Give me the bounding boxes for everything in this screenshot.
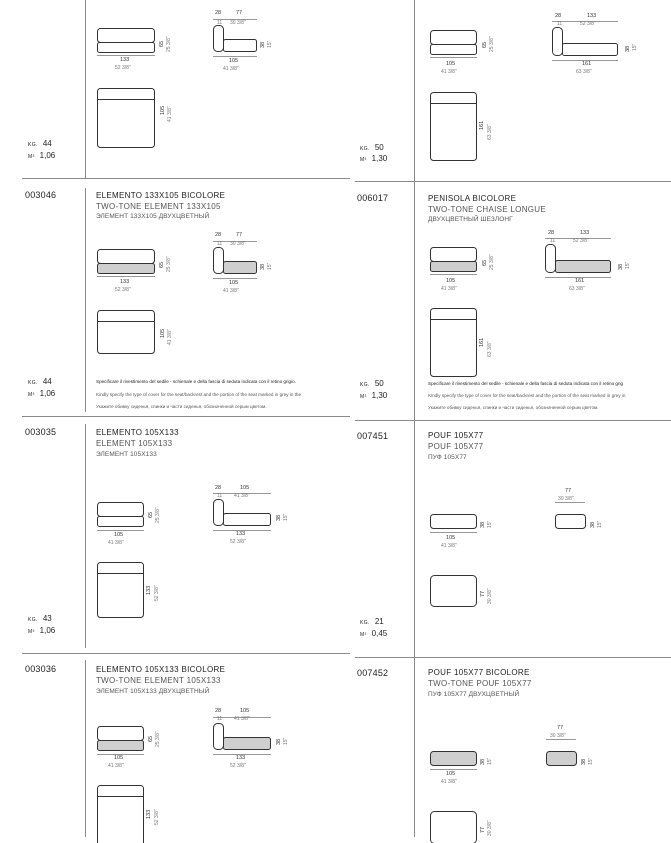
front-view-drawing [97,28,157,58]
dim-width-in: 52 3/8" [115,287,131,293]
dim-width-in: 41 3/8" [108,540,124,546]
product-name-it: POUF 105X77 [428,431,483,440]
row-divider [355,657,671,658]
volume: M³ 0,45 [360,629,387,638]
dim-width: 105 [114,532,123,538]
weight: KG. 50 [360,143,384,152]
plan-view-drawing [97,310,157,372]
product-name-ru: ДВУХЦВЕТНЫЙ ШЕЗЛОНГ [428,216,513,223]
column-divider-left [85,0,86,178]
dim-plan-depth: 133 [146,586,152,595]
product-name-ru: ЭЛЕМЕНТ 133Х105 ДВУХЦВЕТНЫЙ [96,213,209,220]
dim-plan-depth-in: 52 3/8" [154,809,160,825]
dim-height-in: 25 3/8" [155,731,161,747]
dim-plan-depth-in: 52 3/8" [154,585,160,601]
dim-height-in: 15" [487,758,493,765]
dim-height: 38 [480,522,486,528]
dim-total-depth-in: 41 3/8" [223,288,239,294]
dim-height: 65 [159,41,165,47]
product-name-en: TWO-TONE ELEMENT 133X105 [96,202,221,211]
plan-view-drawing [430,575,478,609]
plan-view-drawing [430,308,478,380]
dim-width: 105 [446,771,455,777]
column-divider-left [85,660,86,837]
dim-height: 65 [482,260,488,266]
dim-plan-depth-in: 41 3/8" [167,106,173,122]
dim-height: 65 [482,42,488,48]
cover-note-it: Specificare il rivestimento del sedile - schienale e della fascia di seduta indicata con il retino grig [428,381,623,386]
dim-back-depth-in: 11 [557,21,562,27]
dim-plan-depth: 161 [479,338,485,347]
front-view-drawing [430,247,480,279]
product-name-it: ELEMENTO 133X105 BICOLORE [96,191,225,200]
dim-pouf-depth-in: 30 3/8" [558,496,574,502]
weight: KG. 44 [28,377,52,386]
dim-back-depth-in: 11 [217,493,222,499]
dim-width: 105 [446,61,455,67]
dim-width-in: 41 3/8" [441,69,457,75]
product-name-ru: ЭЛЕМЕНТ 105Х133 ДВУХЦВЕТНЫЙ [96,688,209,695]
product-name-it: ELEMENTO 105X133 BICOLORE [96,665,225,674]
product-name-ru: ЭЛЕМЕНТ 105Х133 [96,451,157,458]
front-view-drawing [97,502,147,534]
dim-seat-height-in: 15" [283,514,289,521]
dim-height-in: 15" [487,521,493,528]
dim-total-depth-in: 52 3/8" [230,763,246,769]
volume: M³ 1,06 [28,389,55,398]
side-view-drawing [546,737,580,771]
product-name-en: TWO-TONE CHAISE LONGUE [428,205,546,214]
plan-view-drawing [97,562,145,620]
dim-back-depth: 28 [215,708,221,714]
product-name-it: PENISOLA BICOLORE [428,194,516,203]
dim-height: 65 [148,512,154,518]
dim-plan-depth-in: 30 3/8" [487,820,493,836]
plan-view-drawing [97,88,157,150]
front-view-drawing [430,30,480,62]
dim-seat-height-in: 15" [588,758,594,765]
dim-back-depth-in: 11 [550,238,555,244]
product-name-en: POUF 105X77 [428,442,483,451]
product-name-it: ELEMENTO 105X133 [96,428,179,437]
dim-total-depth: 133 [236,531,245,537]
column-divider-left [85,424,86,648]
dim-width: 133 [120,57,129,63]
dim-back-depth: 28 [555,13,561,19]
dim-plan-depth: 77 [480,591,486,597]
row-divider [22,653,350,654]
weight: KG. 44 [28,139,52,148]
product-code: 007451 [357,431,388,441]
dim-plan-depth-in: 41 3/8" [167,329,173,345]
product-name-en: ELEMENT 105X133 [96,439,172,448]
column-divider-center [414,0,415,837]
dim-seat-depth: 133 [587,13,596,19]
dim-total-depth-in: 63 3/8" [576,69,592,75]
side-view-drawing [555,500,589,534]
row-divider [355,420,671,421]
cover-note-en: Kindly specify the type of cover for the seat/backrest and the portion of the seat marked in grey in [428,393,625,398]
plan-view-drawing [97,785,145,843]
dim-pouf-depth: 77 [557,725,563,731]
dim-width-in: 41 3/8" [441,286,457,292]
dim-seat-height: 38 [276,515,282,521]
dim-seat-height-in: 15" [632,44,638,51]
dim-plan-depth-in: 63 3/8" [487,124,493,140]
dim-seat-depth: 105 [240,485,249,491]
dim-total-depth: 133 [236,755,245,761]
dim-back-depth-in: 11 [217,716,222,722]
dim-width: 105 [446,278,455,284]
dim-total-depth: 105 [229,58,238,64]
dim-seat-depth: 77 [236,232,242,238]
dim-back-depth-in: 11 [217,20,222,26]
dim-total-depth-in: 41 3/8" [223,66,239,72]
dim-seat-height: 38 [625,46,631,52]
dim-seat-height-in: 15" [267,263,273,270]
dim-width: 105 [446,535,455,541]
dim-seat-height: 38 [581,759,587,765]
dim-plan-depth: 105 [160,106,166,115]
dim-seat-depth-in: 30 3/8" [230,241,246,247]
volume: M³ 1,30 [360,391,387,400]
column-divider-left [85,188,86,412]
dim-seat-height-in: 15" [283,738,289,745]
dim-seat-depth: 133 [580,230,589,236]
product-name-en: TWO-TONE POUF 105X77 [428,679,532,688]
dim-height-in: 25 3/8" [166,36,172,52]
dim-total-depth: 161 [575,278,584,284]
cover-note-it: Specificare il rivestimento del sedile - schienale e della fascia di seduta indicata con il retino grigio. [96,379,296,384]
dim-total-depth: 105 [229,280,238,286]
product-code: 003035 [25,427,56,437]
dim-width: 105 [114,755,123,761]
dim-seat-height-in: 15" [625,262,631,269]
dim-pouf-depth: 77 [565,488,571,494]
dim-seat-depth-in: 41 3/8" [234,493,250,499]
dim-seat-height-in: 15" [267,41,273,48]
front-view-drawing [430,751,480,773]
cover-note-ru: Укажите обивку сиденья, спинки и части сиденья, обозначенной серым цветом. [96,404,266,409]
dim-seat-height-in: 15" [597,521,603,528]
product-code: 007452 [357,668,388,678]
product-name-it: POUF 105X77 BICOLORE [428,668,530,677]
plan-view-drawing [430,92,478,164]
dim-seat-depth-in: 30 3/8" [230,20,246,26]
dim-plan-depth-in: 30 3/8" [487,588,493,604]
dim-back-depth-in: 11 [217,241,222,247]
dim-seat-height: 38 [260,264,266,270]
cover-note-en: Kindly specify the type of cover for the seat/backrest and the portion of the seat marked in grey in the [96,392,301,397]
dim-seat-depth: 77 [236,10,242,16]
dim-height: 65 [148,736,154,742]
weight: KG. 50 [360,379,384,388]
dim-height-in: 25 3/8" [155,507,161,523]
product-name-ru: ПУФ 105Х77 ДВУХЦВЕТНЫЙ [428,691,519,698]
dim-width: 133 [120,279,129,285]
dim-seat-height: 38 [590,522,596,528]
dim-back-depth: 28 [215,485,221,491]
dim-total-depth-in: 52 3/8" [230,539,246,545]
product-name-en: TWO-TONE ELEMENT 105X133 [96,676,221,685]
dim-seat-height: 38 [618,264,624,270]
volume: M³ 1,06 [28,151,55,160]
dim-width-in: 52 3/8" [115,65,131,71]
dim-height-in: 25 3/8" [489,254,495,270]
dim-total-depth-in: 63 3/8" [569,286,585,292]
product-code: 003036 [25,664,56,674]
dim-back-depth: 28 [548,230,554,236]
product-code: 003046 [25,190,56,200]
dim-seat-depth: 105 [240,708,249,714]
dim-height-in: 25 3/8" [166,256,172,272]
row-divider [355,181,671,182]
dim-back-depth: 28 [215,10,221,16]
cover-note-ru: Укажите обивку сиденья, спинки и части сиденья, обозначенной серым цветом. [428,405,598,410]
dim-pouf-depth-in: 30 3/8" [550,733,566,739]
dim-seat-height: 38 [260,42,266,48]
weight: KG. 43 [28,614,52,623]
dim-height: 65 [159,262,165,268]
front-view-drawing [97,726,147,758]
dim-plan-depth: 105 [160,329,166,338]
dim-plan-depth: 77 [480,827,486,833]
dim-plan-depth: 161 [479,121,485,130]
product-name-ru: ПУФ 105Х77 [428,454,467,461]
dim-total-depth: 161 [582,61,591,67]
dim-width-in: 41 3/8" [441,543,457,549]
dim-width-in: 41 3/8" [108,763,124,769]
weight: KG. 21 [360,617,384,626]
dim-seat-depth-in: 52 3/8" [580,21,596,27]
dim-seat-depth-in: 41 3/8" [234,716,250,722]
volume: M³ 1,06 [28,626,55,635]
dim-plan-depth: 133 [146,810,152,819]
front-view-drawing [97,249,157,279]
dim-width-in: 41 3/8" [441,779,457,785]
dim-seat-depth-in: 52 3/8" [573,238,589,244]
volume: M³ 1,30 [360,154,387,163]
dim-seat-height: 38 [276,739,282,745]
row-divider [22,178,350,179]
row-divider [22,416,350,417]
front-view-drawing [430,514,480,536]
dim-back-depth: 28 [215,232,221,238]
product-code: 006017 [357,193,388,203]
dim-height: 38 [480,759,486,765]
dim-height-in: 25 3/8" [489,36,495,52]
dim-plan-depth-in: 63 3/8" [487,341,493,357]
